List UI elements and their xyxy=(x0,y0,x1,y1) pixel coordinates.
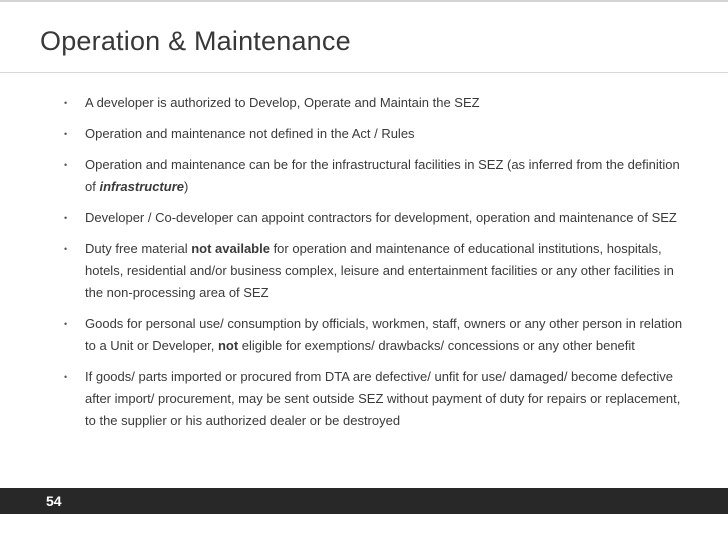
bullet-text-segment: infrastructure xyxy=(99,179,184,194)
bullet-item xyxy=(64,238,689,304)
bullet-item xyxy=(64,207,689,229)
title-divider xyxy=(0,72,728,73)
bullet-text xyxy=(85,92,685,114)
bullet-text-segment: eligible for exemptions/ drawbacks/ concessions or any other benefit xyxy=(238,338,635,353)
bullet-marker-icon: • xyxy=(64,244,68,254)
bullet-marker-icon: • xyxy=(64,213,68,223)
page-number: 54 xyxy=(46,493,62,509)
bullet-text-segment: Goods for personal use/ consumption by officials, workmen, staff, owners or any other person in relation to a Unit or Developer, xyxy=(85,316,683,353)
bullet-item xyxy=(64,92,689,114)
bullet-marker-icon: • xyxy=(64,319,68,329)
bullet-text xyxy=(85,313,685,357)
bullet-text-segment: A developer is authorized to Develop, Operate and Maintain the SEZ xyxy=(85,95,480,110)
bullet-text-segment: for operation and maintenance of educational institutions, hospitals, hotels, residential and/or business complex, leisure and entertainment facilities or any other facilities in the non-processing area of SEZ xyxy=(85,241,674,300)
bullet-text xyxy=(85,366,685,432)
bullet-marker-icon: • xyxy=(64,372,68,382)
page-title: Operation & Maintenance xyxy=(40,26,351,56)
bullet-text-segment: Duty free material xyxy=(85,241,192,256)
bullet-text xyxy=(85,123,685,145)
bullet-text-segment: not available xyxy=(191,241,270,256)
bullet-marker-icon: • xyxy=(64,129,68,139)
bullet-item xyxy=(64,313,689,357)
footer-bar xyxy=(0,488,728,514)
bullet-text-segment: Operation and maintenance not defined in the Act / Rules xyxy=(85,126,415,141)
bullet-item xyxy=(64,154,689,198)
bullet-list xyxy=(64,92,689,441)
bullet-text xyxy=(85,154,685,198)
bullet-marker-icon: • xyxy=(64,98,68,108)
bullet-text xyxy=(85,238,685,304)
bullet-text xyxy=(85,207,685,229)
bullet-text-segment: If goods/ parts imported or procured from DTA are defective/ unfit for use/ damaged/ become defective after import/ procurement, may be sent outside SEZ without payment of duty for repairs or replacement, to the supplier or his authorized dealer or be destroyed xyxy=(85,369,681,428)
bullet-item xyxy=(64,123,689,145)
bullet-text-segment: not xyxy=(217,338,239,353)
bullet-text-segment: Developer / Co-developer can appoint contractors for development, operation and maintenance of SEZ xyxy=(85,210,677,225)
bullet-text-segment: ) xyxy=(184,179,189,194)
bullet-marker-icon: • xyxy=(64,160,68,170)
bullet-item xyxy=(64,366,689,432)
bullet-text-segment: Operation and maintenance can be for the infrastructural facilities in SEZ (as inferred from the definition of xyxy=(85,157,680,194)
